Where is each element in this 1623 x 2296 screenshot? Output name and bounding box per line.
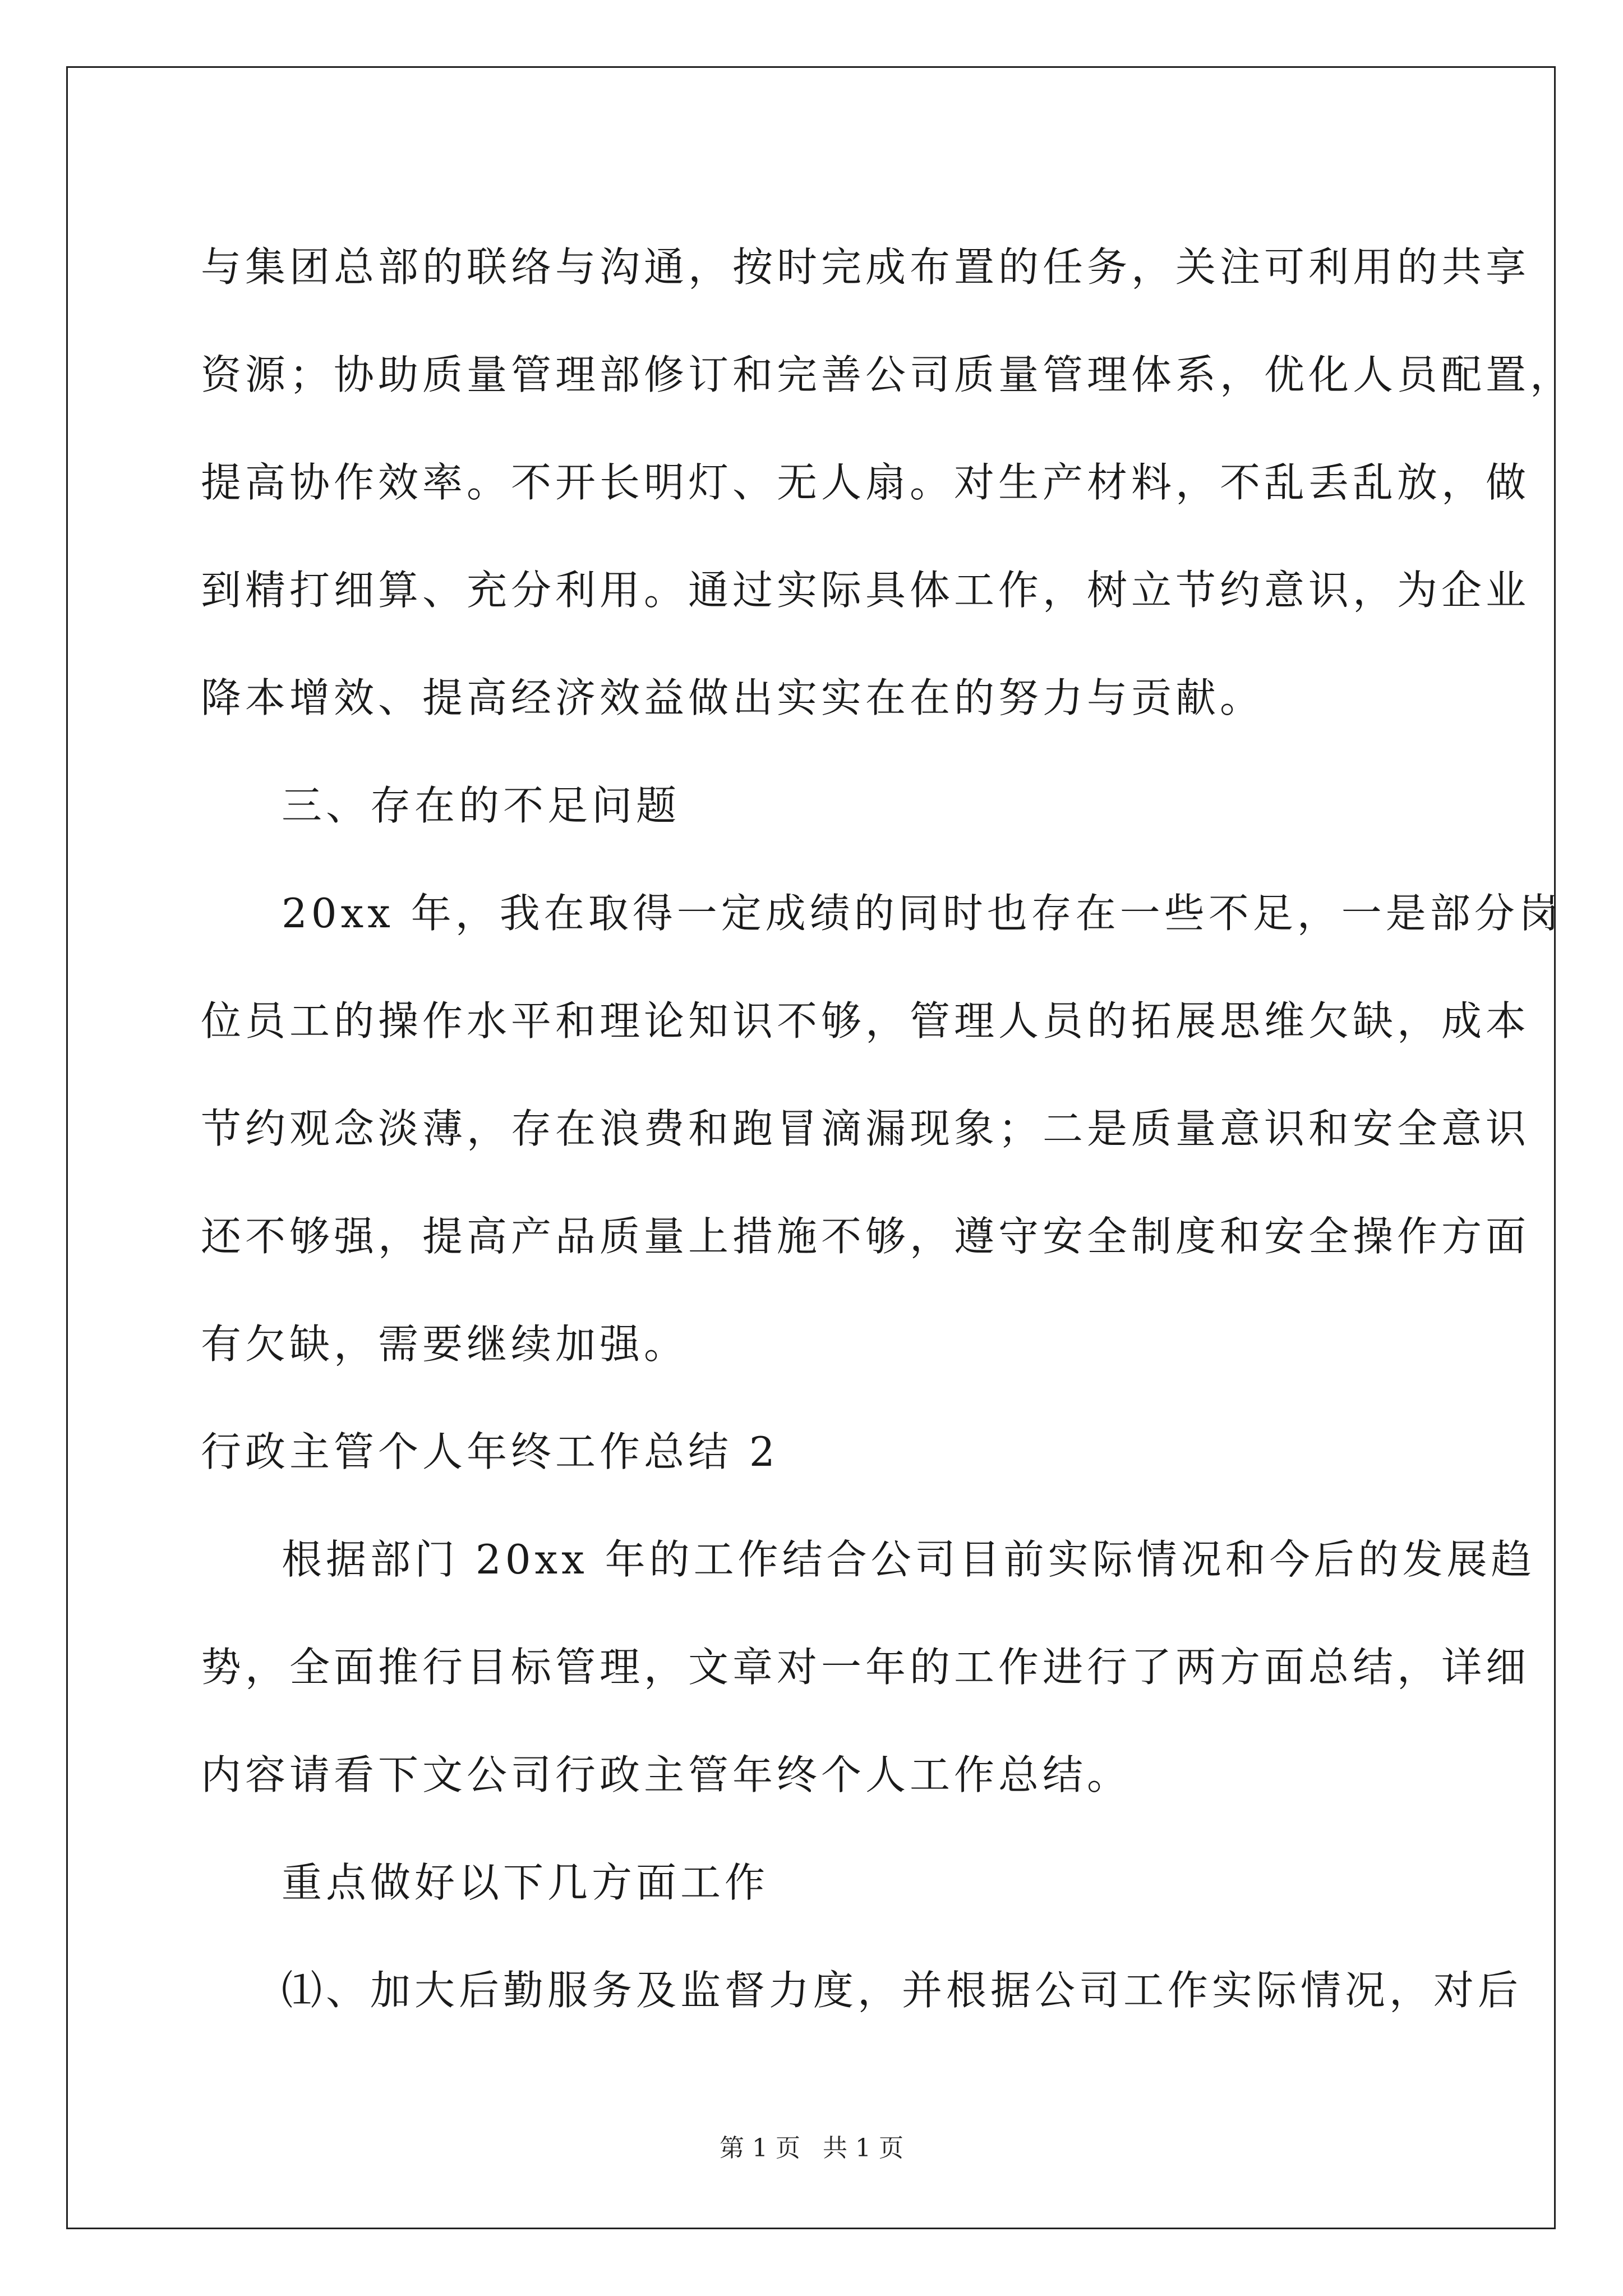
- text-line: 到精打细算、充分利用。通过实际具体工作，树立节约意识，为企业: [201, 567, 1530, 614]
- text-line: 降本增效、提高经济效益做出实实在在的努力与贡献。: [201, 674, 1265, 721]
- section-heading: 重点做好以下几方面工作: [282, 1859, 769, 1906]
- paragraph-start: 根据部门 20xx 年的工作结合公司目前实际情况和今后的发展趋: [282, 1536, 1536, 1583]
- paragraph-start: 20xx 年，我在取得一定成绩的同时也存在一些不足，一是部分岗: [282, 890, 1563, 937]
- text-line: 提高协作效率。不开长明灯、无人扇。对生产材料，不乱丢乱放，做: [201, 459, 1530, 506]
- text-line: 有欠缺，需要继续加强。: [201, 1320, 689, 1368]
- page-number: 第 1 页: [720, 2134, 800, 2162]
- text-line: 与集团总部的联络与沟通，按时完成布置的任务，关注可利用的共享: [201, 243, 1530, 291]
- list-item: ⑴、加大后勤服务及监督力度，并根据公司工作实际情况，对后: [282, 1967, 1523, 2014]
- document-body: [201, 213, 1575, 2044]
- page-footer: [0, 2132, 1623, 2165]
- page-total: 共 1 页: [823, 2134, 903, 2162]
- text-line: 资源；协助质量管理部修订和完善公司质量管理体系，优化人员配置，: [201, 351, 1575, 398]
- text-line: 内容请看下文公司行政主管年终个人工作总结。: [201, 1751, 1132, 1798]
- text-line: 节约观念淡薄，存在浪费和跑冒滴漏现象；二是质量意识和安全意识: [201, 1105, 1530, 1152]
- text-line: 势，全面推行目标管理，文章对一年的工作进行了两方面总结，详细: [201, 1644, 1530, 1691]
- text-line: 还不够强，提高产品质量上措施不够，遵守安全制度和安全操作方面: [201, 1213, 1530, 1260]
- section-heading: 三、存在的不足问题: [282, 782, 681, 829]
- article-title: 行政主管个人年终工作总结 2: [201, 1428, 779, 1475]
- text-line: 位员工的操作水平和理论知识不够，管理人员的拓展思维欠缺，成本: [201, 997, 1530, 1045]
